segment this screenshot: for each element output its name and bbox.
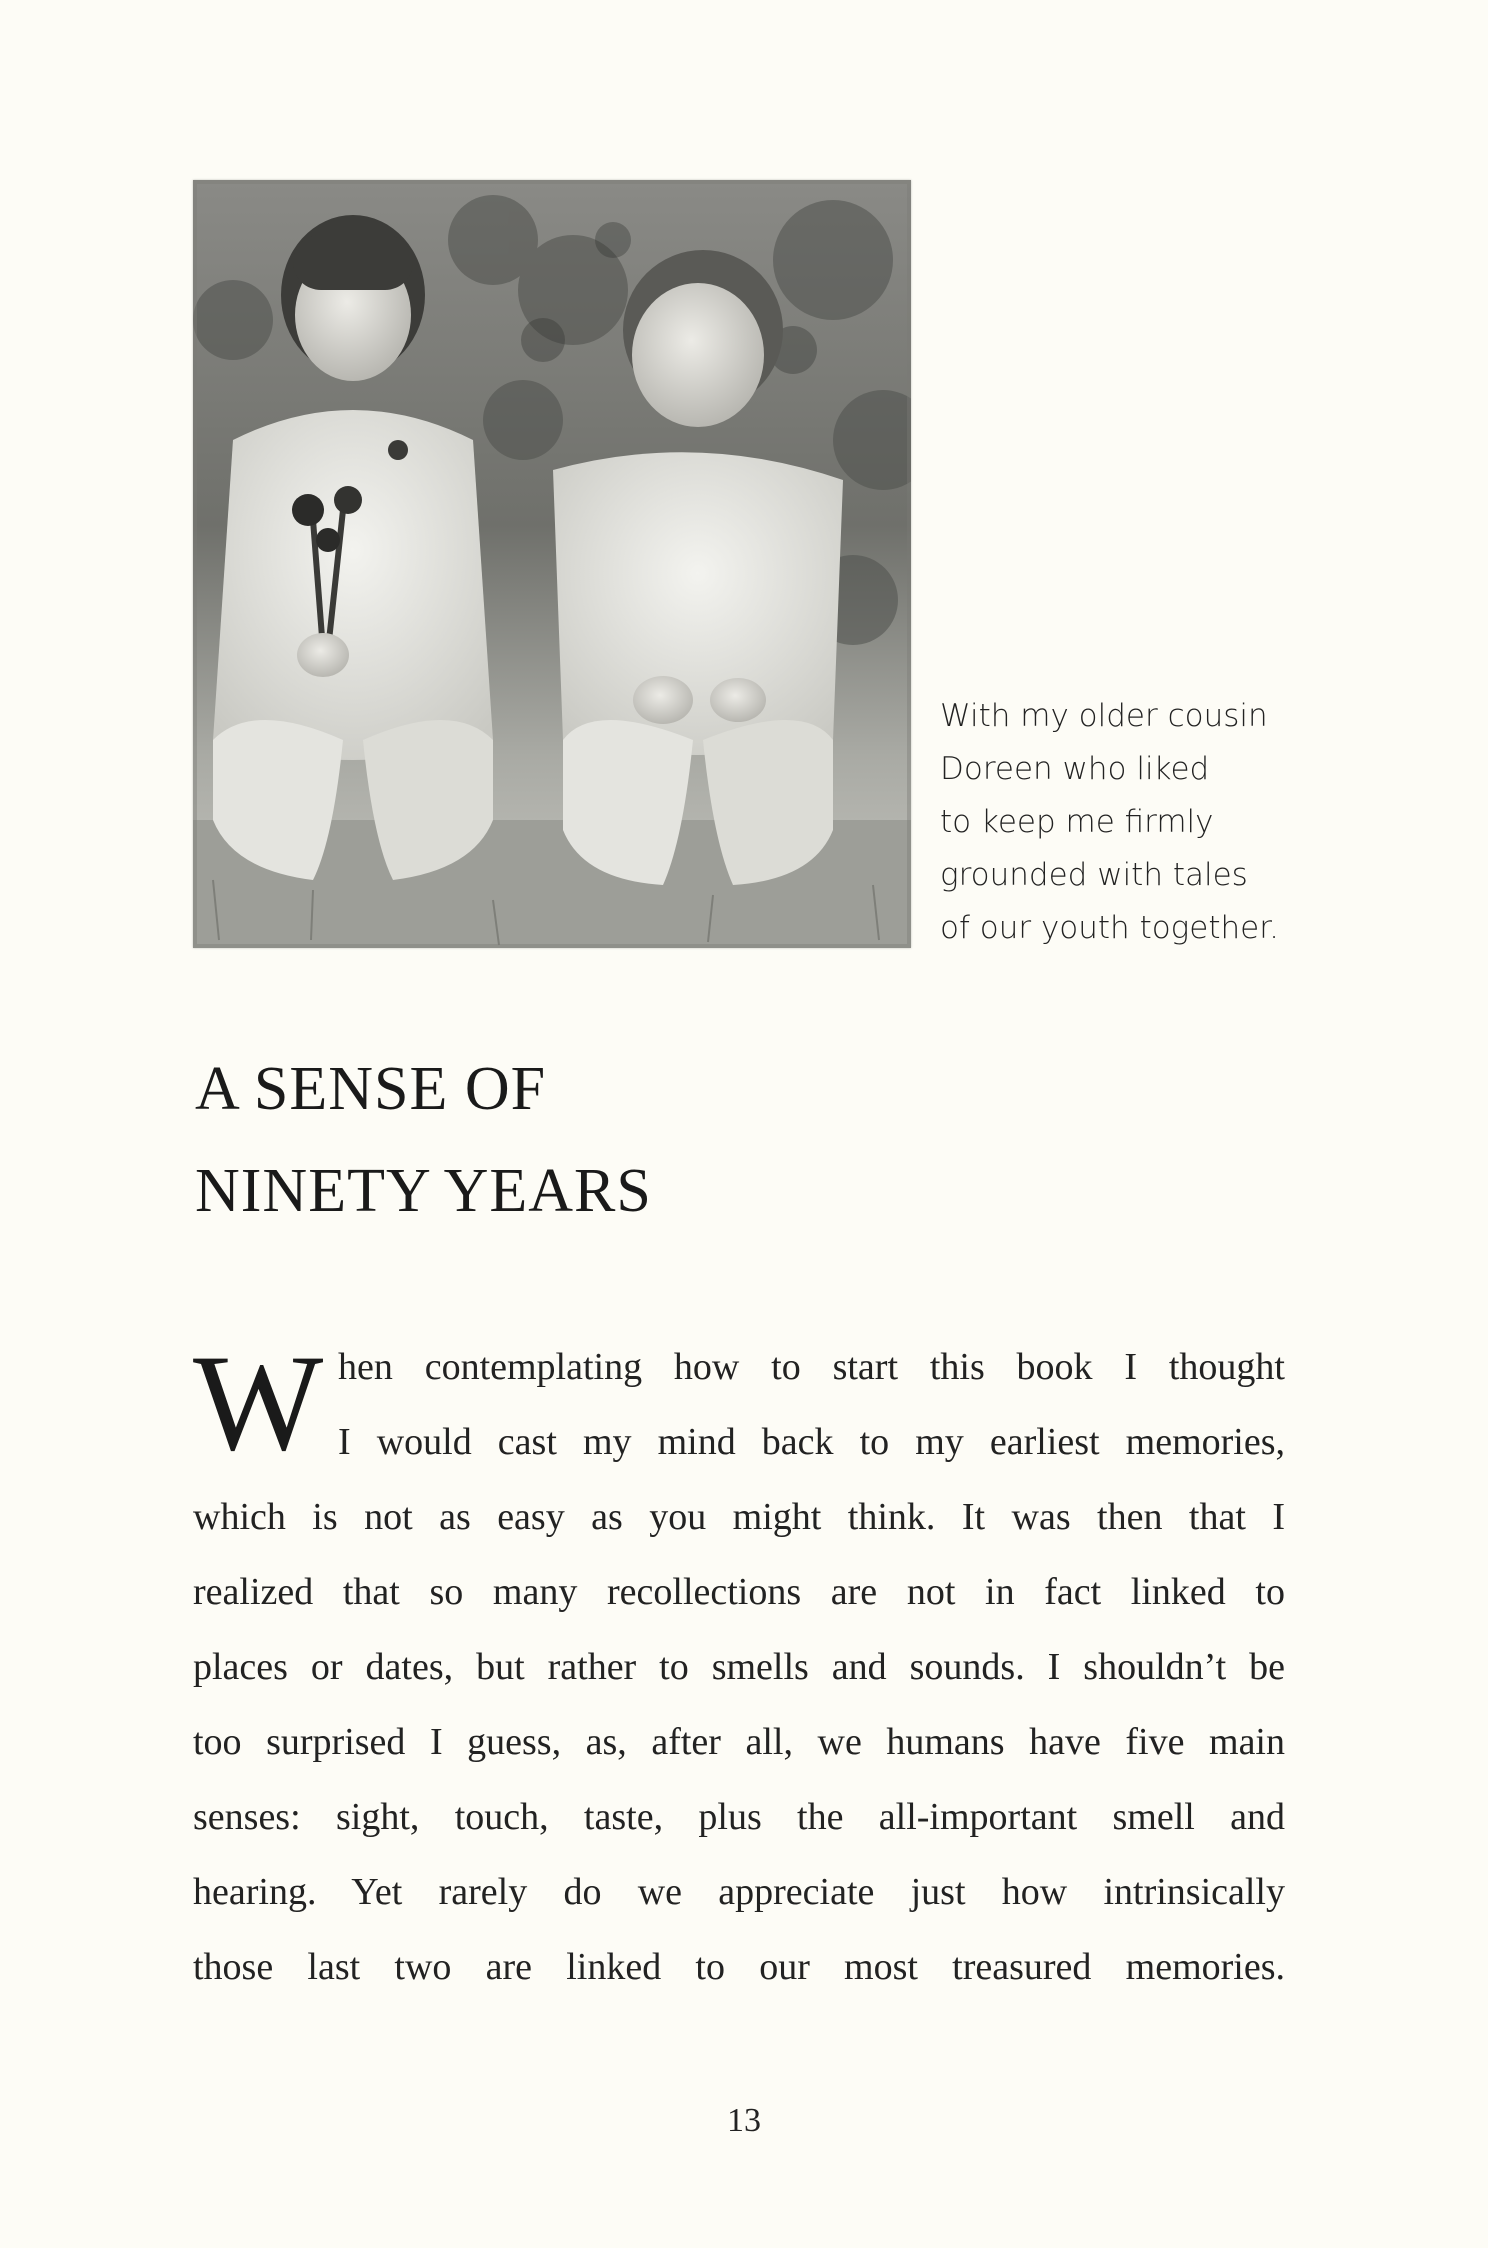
body-line: places or dates, but rather to smells and sounds. I shouldn’t be bbox=[193, 1646, 1285, 1688]
chapter-title-line: A SENSE OF bbox=[195, 1055, 547, 1123]
body-line: those last two are linked to our most treasured memories. bbox=[193, 1946, 1285, 1988]
body-line: I would cast my mind back to my earliest memories, bbox=[338, 1421, 1285, 1463]
body-line: realized that so many recollections are not in fact linked to bbox=[193, 1571, 1285, 1613]
photo-two-children bbox=[193, 180, 911, 948]
body-line: hen contemplating how to start this book I thought bbox=[338, 1346, 1285, 1388]
caption-line: of our youth together. bbox=[940, 910, 1279, 946]
body-line: hearing. Yet rarely do we appreciate just how intrinsically bbox=[193, 1871, 1285, 1913]
chapter-title bbox=[195, 1038, 652, 1242]
caption-line: With my older cousin bbox=[940, 698, 1268, 734]
drop-cap: W bbox=[193, 1326, 324, 1479]
page-number: 13 bbox=[727, 2102, 761, 2139]
photo-caption bbox=[940, 690, 1320, 955]
caption-line: grounded with tales bbox=[940, 857, 1248, 893]
body-line: which is not as easy as you might think. It was then that I bbox=[193, 1496, 1285, 1538]
body-line: too surprised I guess, as, after all, we humans have five main bbox=[193, 1721, 1285, 1763]
body-text bbox=[193, 1326, 1285, 2005]
chapter-title-line: NINETY YEARS bbox=[195, 1157, 652, 1225]
caption-line: to keep me firmly bbox=[940, 804, 1214, 840]
caption-line: Doreen who liked bbox=[940, 751, 1210, 787]
photo-illustration bbox=[193, 180, 911, 948]
body-line: senses: sight, touch, taste, plus the all-important smell and bbox=[193, 1796, 1285, 1838]
